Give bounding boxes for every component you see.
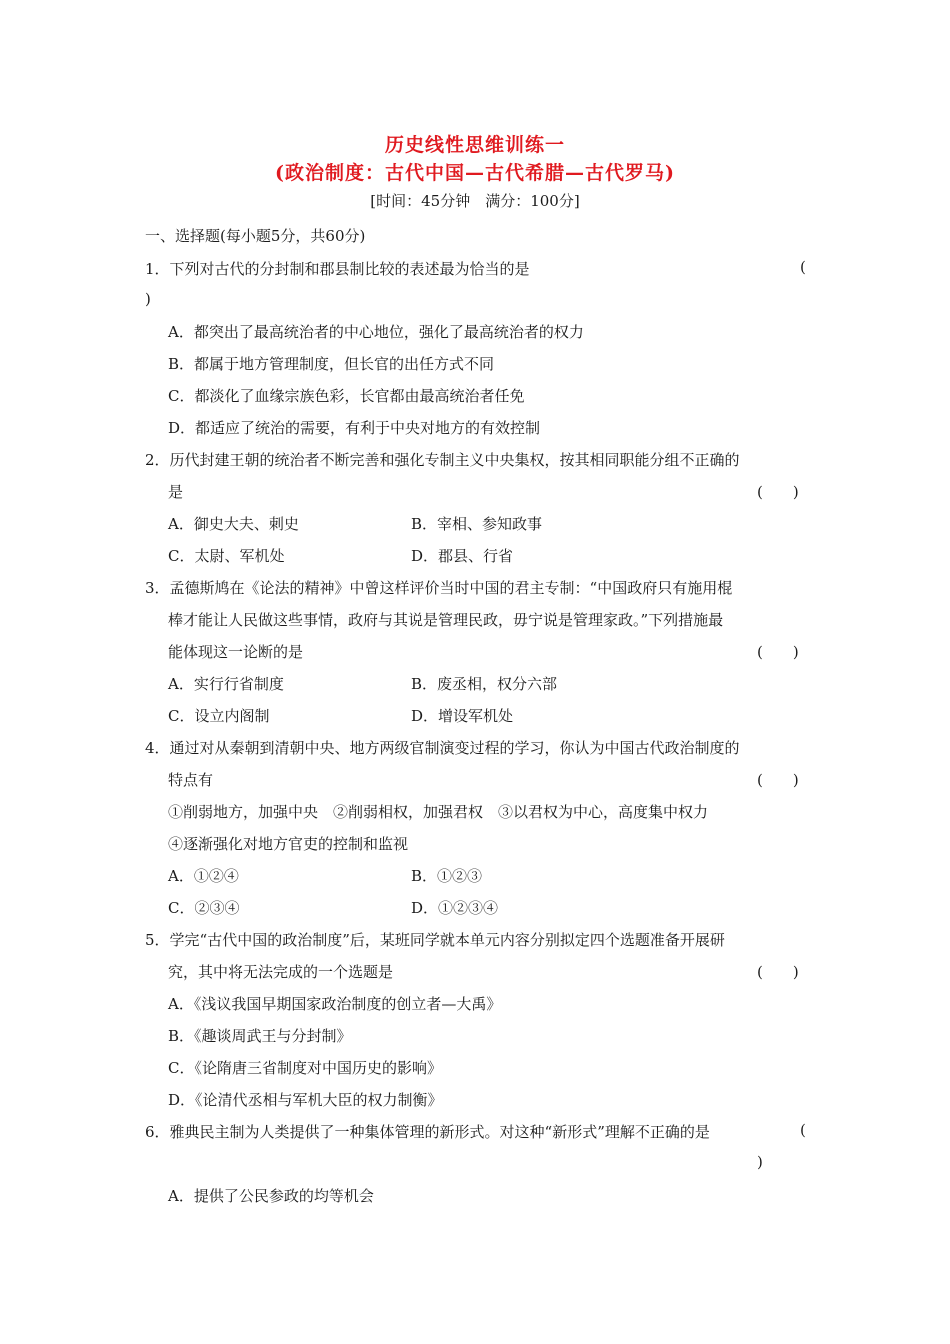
question-4-items-line-1: ①削弱地方，加强中央 ②削弱相权，加强君权 ③以君权为中心，高度集中权力 [168, 803, 709, 821]
question-2-option-a: A．御史大夫、刺史 [168, 515, 299, 533]
question-3-text-line-1: 3．孟德斯鸠在《论法的精神》中曾这样评价当时中国的君主专制：“中国政府只有施用棍 [145, 579, 733, 597]
question-1-answer-paren: ( [800, 258, 806, 276]
question-3-option-c: C．设立内阁制 [168, 707, 270, 725]
question-2-option-d: D．郡县、行省 [411, 547, 514, 565]
question-3-option-a: A．实行行省制度 [168, 675, 284, 693]
question-3-option-d: D．增设军机处 [411, 707, 514, 725]
question-4-text-line-2: 特点有 [168, 771, 214, 789]
question-5-option-a: A．《浅议我国早期国家政治制度的创立者—大禹》 [168, 995, 502, 1013]
question-5-option-c: C．《论隋唐三省制度对中国历史的影响》 [168, 1059, 442, 1077]
question-6-answer-paren: ( [800, 1121, 806, 1139]
question-4-option-c: C．②③④ [168, 899, 240, 917]
question-4-option-a: A．①②④ [168, 867, 239, 885]
question-5-answer-paren: ( ) [757, 963, 799, 981]
question-3-answer-paren: ( ) [757, 643, 799, 661]
question-3-option-b: B．废丞相，权分六部 [411, 675, 558, 693]
question-1-text: 1．下列对古代的分封制和郡县制比较的表述最为恰当的是 [145, 260, 530, 278]
question-1-option-d: D．都适应了统治的需要，有利于中央对地方的有效控制 [168, 419, 541, 437]
question-1-option-a: A．都突出了最高统治者的中心地位，强化了最高统治者的权力 [168, 323, 584, 341]
question-2-answer-paren: ( ) [757, 483, 799, 501]
question-4-option-d: D．①②③④ [411, 899, 499, 917]
document-title: 历史线性思维训练一 [384, 134, 565, 156]
question-2-text-line-2: 是 [168, 483, 184, 501]
section-heading: 一、选择题(每小题5分，共60分) [145, 227, 366, 245]
question-5-text-line-2: 究，其中将无法完成的一个选题是 [168, 963, 394, 981]
question-5-option-b: B．《趣谈周武王与分封制》 [168, 1027, 352, 1045]
question-4-option-b: B．①②③ [411, 867, 483, 885]
question-1-option-b: B．都属于地方管理制度，但长官的出任方式不同 [168, 355, 495, 373]
question-1-option-c: C．都淡化了血缘宗族色彩，长官都由最高统治者任免 [168, 387, 525, 405]
question-1-answer-paren-close: ) [145, 290, 151, 308]
question-3-text-line-3: 能体现这一论断的是 [168, 643, 304, 661]
question-4-answer-paren: ( ) [757, 771, 799, 789]
question-4-text-line-1: 4．通过对从秦朝到清朝中央、地方两级官制演变过程的学习，你认为中国古代政治制度的 [145, 739, 740, 757]
question-2-text-line-1: 2．历代封建王朝的统治者不断完善和强化专制主义中央集权，按其相同职能分组不正确的 [145, 451, 740, 469]
question-3-text-line-2: 棒才能让人民做这些事情，政府与其说是管理民政，毋宁说是管理家政。”下列措施最 [168, 611, 724, 629]
document-subtitle: (政治制度：古代中国—古代希腊—古代罗马) [275, 162, 675, 184]
question-5-text-line-1: 5．学完“古代中国的政治制度”后，某班同学就本单元内容分别拟定四个选题准备开展研 [145, 931, 725, 949]
question-2-option-c: C．太尉、军机处 [168, 547, 285, 565]
question-6-text: 6．雅典民主制为人类提供了一种集体管理的新形式。对这种“新形式”理解不正确的是 [145, 1123, 710, 1141]
question-2-option-b: B．宰相、参知政事 [411, 515, 543, 533]
question-6-answer-paren-close: ) [757, 1153, 763, 1171]
question-6-option-a: A．提供了公民参政的均等机会 [168, 1187, 374, 1205]
question-4-items-line-2: ④逐渐强化对地方官吏的控制和监视 [168, 835, 409, 853]
time-info: [时间：45分钟 满分：100分] [370, 192, 580, 210]
question-5-option-d: D．《论清代丞相与军机大臣的权力制衡》 [168, 1091, 443, 1109]
